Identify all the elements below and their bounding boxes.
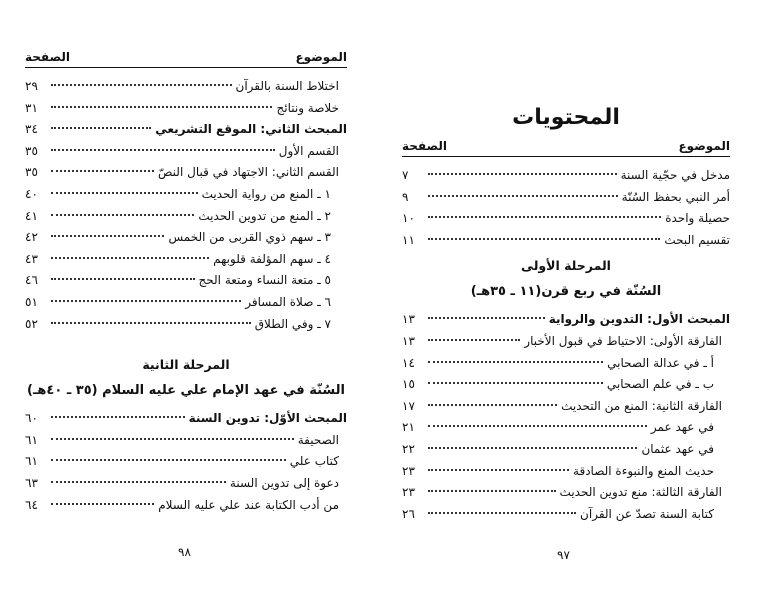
toc-list bbox=[402, 165, 730, 251]
section-title: المرحلة الثانية bbox=[142, 357, 230, 373]
dot-leader bbox=[428, 382, 603, 384]
toc-entry bbox=[402, 230, 730, 252]
entry-page-number: ١٤ bbox=[402, 355, 415, 370]
entry-title: في عهد عثمان bbox=[641, 441, 714, 456]
dot-leader bbox=[51, 149, 275, 151]
dot-leader bbox=[51, 459, 286, 461]
entry-page-number: ١٣ bbox=[402, 333, 415, 348]
toc-entry bbox=[402, 208, 730, 230]
dot-leader bbox=[51, 481, 226, 483]
entry-title: ٤ ـ سهم المؤلفة قلوبهم bbox=[213, 251, 331, 266]
entry-title: الفارقة الثالثة: منع تدوين الحديث bbox=[559, 485, 722, 500]
toc-entry bbox=[402, 331, 730, 353]
entry-page-number: ٦٤ bbox=[25, 497, 38, 512]
entry-page-number: ٤١ bbox=[25, 208, 38, 223]
entry-page-number: ١٣ bbox=[402, 312, 415, 327]
dot-leader bbox=[51, 416, 185, 418]
toc-list bbox=[402, 309, 730, 525]
entry-page-number: ٢٣ bbox=[402, 485, 415, 500]
entry-page-number: ٥٢ bbox=[25, 316, 38, 331]
entry-page-number: ٦١ bbox=[25, 432, 38, 447]
entry-page-number: ٩ bbox=[402, 189, 409, 204]
dot-leader bbox=[428, 317, 545, 319]
dot-leader bbox=[428, 195, 618, 197]
toc-entry bbox=[402, 187, 730, 209]
column-header bbox=[25, 50, 347, 68]
column-header bbox=[402, 139, 730, 157]
toc-entry bbox=[25, 162, 347, 184]
entry-title: ٧ ـ وفي الطلاق bbox=[254, 316, 331, 331]
dot-leader bbox=[51, 438, 294, 440]
entry-page-number: ٦١ bbox=[25, 454, 38, 469]
toc-entry bbox=[25, 314, 347, 336]
entry-title: من أدب الكتابة عند علي عليه السلام bbox=[158, 497, 339, 512]
entry-title: القسم الأول bbox=[278, 143, 339, 158]
entry-page-number: ٣٥ bbox=[25, 143, 38, 158]
dot-leader bbox=[51, 214, 194, 216]
dot-leader bbox=[428, 469, 569, 471]
toc-entry bbox=[402, 353, 730, 375]
toc-entry bbox=[25, 76, 347, 98]
toc-list bbox=[25, 76, 347, 335]
toc-entry bbox=[402, 461, 730, 483]
toc-entry bbox=[25, 292, 347, 314]
left-page bbox=[25, 50, 347, 516]
toc-entry bbox=[25, 270, 347, 292]
entry-page-number: ٤٣ bbox=[25, 251, 38, 266]
entry-title: اختلاط السنة بالقرآن bbox=[235, 79, 339, 93]
page-title: المحتويات bbox=[512, 105, 620, 130]
entry-page-number: ٤٢ bbox=[25, 230, 38, 245]
dot-leader bbox=[428, 512, 576, 514]
dot-leader bbox=[51, 106, 272, 108]
dot-leader bbox=[51, 300, 241, 302]
toc-entry bbox=[402, 482, 730, 504]
toc-list bbox=[25, 408, 347, 516]
dot-leader bbox=[428, 425, 647, 427]
entry-page-number: ٦٠ bbox=[25, 411, 38, 426]
entry-title: في عهد عمر bbox=[650, 420, 714, 435]
dot-leader bbox=[428, 238, 660, 240]
entry-title: ب ـ في علم الصحابي bbox=[606, 377, 714, 392]
entry-title: مدخل في حجّية السنة bbox=[620, 168, 730, 182]
entry-title: ٢ ـ المنع من تدوين الحديث bbox=[198, 208, 331, 223]
entry-page-number: ٣٤ bbox=[25, 122, 38, 137]
toc-entry bbox=[25, 473, 347, 495]
entry-title: كتابة السنة تصدّ عن القرآن bbox=[580, 506, 714, 521]
entry-page-number: ١٠ bbox=[402, 211, 415, 226]
entry-title: تقسيم البحث bbox=[664, 232, 730, 247]
dot-leader bbox=[51, 278, 195, 280]
entry-page-number: ٧ bbox=[402, 168, 409, 182]
entry-page-number: ٣٥ bbox=[25, 165, 38, 180]
entry-page-number: ٢١ bbox=[402, 420, 415, 435]
entry-title: خلاصة ونتائج bbox=[276, 100, 339, 115]
entry-page-number: ٥١ bbox=[25, 294, 38, 309]
toc-entry bbox=[402, 439, 730, 461]
dot-leader bbox=[51, 322, 251, 324]
entry-page-number: ١٥ bbox=[402, 377, 415, 392]
section-title: المرحلة الأولى bbox=[521, 258, 611, 274]
entry-title: كتاب علي bbox=[289, 454, 339, 469]
topic-column-label: الموضوع bbox=[295, 50, 347, 64]
entry-page-number: ٢٩ bbox=[25, 79, 38, 93]
right-page bbox=[402, 105, 730, 525]
toc-entry bbox=[25, 227, 347, 249]
entry-page-number: ٤٠ bbox=[25, 186, 38, 201]
dot-leader bbox=[51, 84, 232, 86]
entry-title: الفارقة الثانية: المنع من التحديث bbox=[561, 398, 722, 413]
entry-title: أمر النبي بحفظ السُنّة bbox=[621, 189, 730, 204]
entry-title: القسم الثاني: الاجتهاد في قبال النصّ bbox=[157, 165, 339, 180]
entry-title: حديث المنع والنبوءة الصادقة bbox=[573, 463, 714, 478]
entry-page-number: ٢٢ bbox=[402, 441, 415, 456]
topic-column-label: الموضوع bbox=[678, 139, 730, 153]
toc-entry bbox=[402, 504, 730, 526]
dot-leader bbox=[51, 170, 154, 172]
dot-leader bbox=[428, 339, 520, 341]
dot-leader bbox=[428, 404, 557, 406]
entry-title: المبحث الثاني: الموقع التشريعي bbox=[155, 122, 347, 137]
entry-page-number: ٤٦ bbox=[25, 273, 38, 288]
section-subtitle: السُنّة في ربع قرن(١١ ـ ٣٥هـ) bbox=[470, 284, 662, 300]
toc-entry bbox=[25, 451, 347, 473]
entry-page-number: ١١ bbox=[402, 232, 415, 247]
page-number: ٩٧ bbox=[557, 548, 570, 562]
toc-entry bbox=[25, 495, 347, 517]
toc-entry bbox=[25, 141, 347, 163]
entry-title: ١ ـ المنع من رواية الحديث bbox=[201, 186, 331, 201]
dot-leader bbox=[428, 173, 617, 175]
toc-entry bbox=[402, 374, 730, 396]
dot-leader bbox=[51, 127, 151, 129]
toc-entry bbox=[25, 119, 347, 141]
dot-leader bbox=[51, 235, 164, 237]
page-number: ٩٨ bbox=[178, 545, 191, 559]
entry-title: المبحث الأول: التدوين والرواية bbox=[548, 312, 730, 327]
toc-entry bbox=[402, 165, 730, 187]
entry-page-number: ٢٦ bbox=[402, 506, 415, 521]
entry-page-number: ٣١ bbox=[25, 100, 38, 115]
entry-title: دعوة إلى تدوين السنة bbox=[229, 475, 339, 490]
entry-title: ٦ ـ صلاة المسافر bbox=[245, 294, 331, 309]
page-column-label: الصفحة bbox=[25, 50, 71, 64]
dot-leader bbox=[428, 361, 603, 363]
entry-page-number: ١٧ bbox=[402, 398, 415, 413]
toc-entry bbox=[25, 206, 347, 228]
toc-entry bbox=[25, 98, 347, 120]
entry-title: الفارقة الأولى: الاحتياط في قبول الأخبار bbox=[524, 333, 722, 348]
entry-title: ٥ ـ متعة النساء ومتعة الحج bbox=[198, 273, 331, 288]
toc-entry bbox=[402, 309, 730, 331]
page-column-label: الصفحة bbox=[402, 139, 448, 153]
toc-entry bbox=[25, 249, 347, 271]
section-subtitle: السُنّة في عهد الإمام علي عليه السلام (٣٥ ـ ٤٠هـ) bbox=[27, 383, 345, 399]
entry-page-number: ٢٣ bbox=[402, 463, 415, 478]
entry-title: حصيلة واحدة bbox=[665, 211, 730, 226]
toc-entry bbox=[402, 396, 730, 418]
dot-leader bbox=[51, 257, 209, 259]
dot-leader bbox=[51, 192, 198, 194]
dot-leader bbox=[428, 490, 556, 492]
toc-entry bbox=[25, 430, 347, 452]
toc-entry bbox=[25, 184, 347, 206]
dot-leader bbox=[428, 447, 637, 449]
entry-title: الصحيفة bbox=[297, 432, 339, 447]
dot-leader bbox=[51, 503, 154, 505]
toc-entry bbox=[402, 417, 730, 439]
entry-title: ٣ ـ سهم ذوي القربى من الخمس bbox=[168, 230, 331, 245]
dot-leader bbox=[428, 216, 661, 218]
entry-page-number: ٦٣ bbox=[25, 475, 38, 490]
entry-title: أ ـ في عدالة الصحابي bbox=[607, 355, 714, 370]
toc-entry bbox=[25, 408, 347, 430]
entry-title: المبحث الأوّل: تدوين السنة bbox=[188, 411, 347, 426]
